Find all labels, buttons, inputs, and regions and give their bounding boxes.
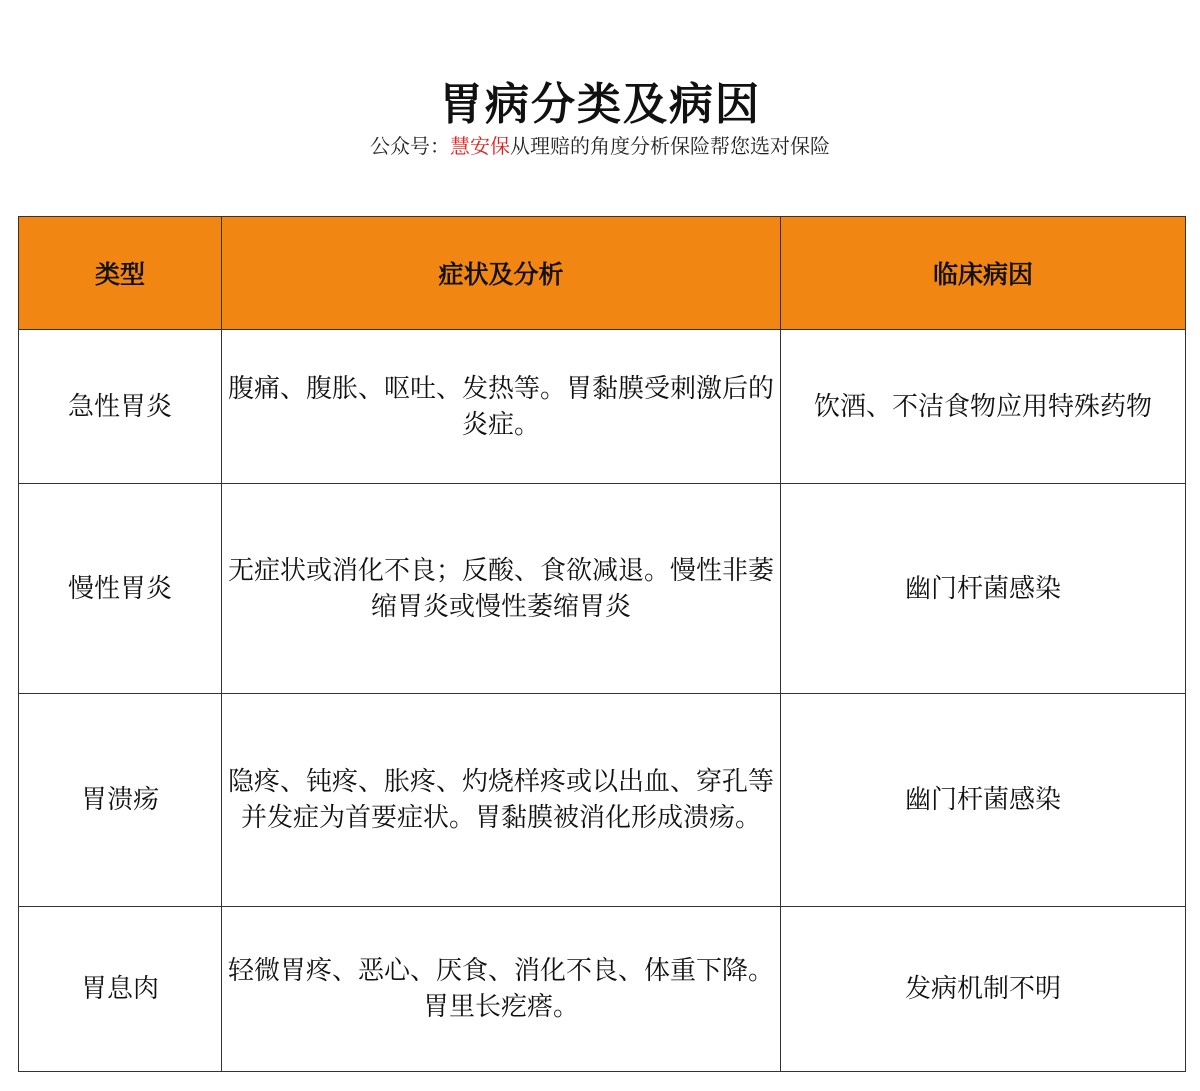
- cell-type: 胃息肉: [19, 907, 222, 1072]
- table-row: [19, 330, 1186, 484]
- header-cause: 临床病因: [781, 217, 1186, 330]
- table-row: [19, 694, 1186, 907]
- table-row: [19, 907, 1186, 1072]
- cell-type: 胃溃疡: [19, 694, 222, 907]
- cell-cause: 发病机制不明: [781, 907, 1186, 1072]
- cell-symptoms: 轻微胃疼、恶心、厌食、消化不良、体重下降。胃里长疙瘩。: [222, 907, 781, 1072]
- table-row: [19, 484, 1186, 694]
- cell-type: 急性胃炎: [19, 330, 222, 484]
- cell-symptoms: 腹痛、腹胀、呕吐、发热等。胃黏膜受刺激后的炎症。: [222, 330, 781, 484]
- cell-symptoms: 无症状或消化不良；反酸、食欲减退。慢性非萎缩胃炎或慢性萎缩胃炎: [222, 484, 781, 694]
- cell-cause: 饮酒、不洁食物应用特殊药物: [781, 330, 1186, 484]
- cell-symptoms: 隐疼、钝疼、胀疼、灼烧样疼或以出血、穿孔等并发症为首要症状。胃黏膜被消化形成溃疡。: [222, 694, 781, 907]
- brand-name: 慧安保: [450, 134, 510, 158]
- cell-cause: 幽门杆菌感染: [781, 484, 1186, 694]
- subtitle-suffix: 从理赔的角度分析保险帮您选对保险: [510, 134, 830, 158]
- cell-cause: 幽门杆菌感染: [781, 694, 1186, 907]
- subtitle-prefix: 公众号：: [370, 134, 450, 158]
- page-title: 胃病分类及病因: [439, 79, 761, 130]
- stomach-disease-table: [18, 216, 1186, 1072]
- header-type: 类型: [19, 217, 222, 330]
- table-header-row: [19, 217, 1186, 330]
- header-symptoms: 症状及分析: [222, 217, 781, 330]
- cell-type: 慢性胃炎: [19, 484, 222, 694]
- subtitle: [0, 133, 1200, 159]
